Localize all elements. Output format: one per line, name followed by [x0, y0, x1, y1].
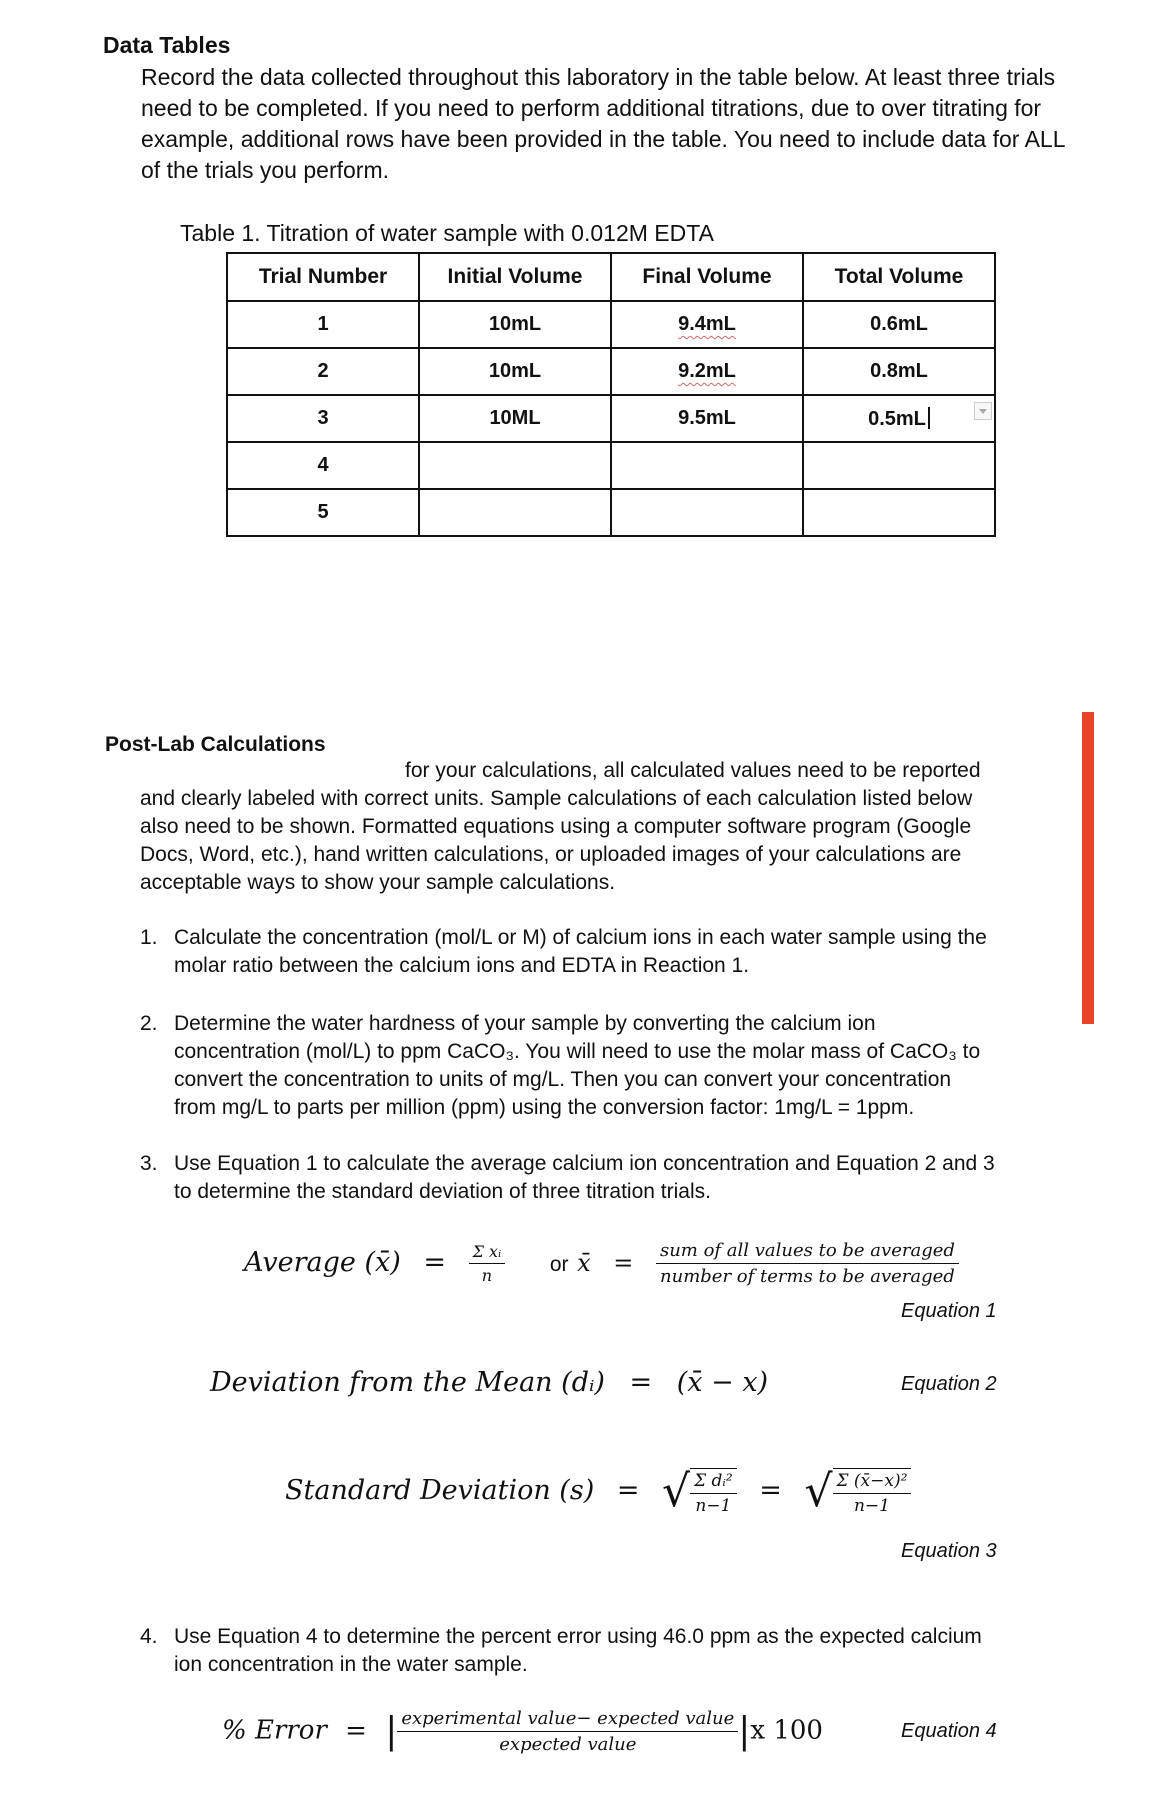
eq4-denominator: expected value — [499, 1734, 637, 1755]
eq1-lhs: Average (x̄) — [244, 1247, 401, 1278]
equation-3: Standard Deviation (s) = √ $\frac{\text{Σ dᵢ²}}{n-1}$ = √ $\frac{\text{Σ (x̄−x)²}}{n-1}$ — [285, 1466, 911, 1517]
data-tables-heading: Data Tables — [103, 32, 231, 58]
question-line: Use Equation 4 to determine the percent error using 46.0 ppm as the expected calcium — [174, 1625, 982, 1648]
intro-line: Docs, Word, etc.), hand written calculations, or uploaded images of your calculations are — [140, 843, 962, 866]
equation-1: Average (x̄) = $\frac{\text{Σ xᵢ}}{n}$ or x̄ = $\frac{\text{sum of all values to be averaged}}{\text{number of terms to be averaged}}$ — [244, 1240, 959, 1287]
column-header: Trial Number — [227, 253, 419, 301]
intro-line: Record the data collected throughout this laboratory in the table below. At least three trials — [141, 64, 1056, 90]
eq1-xbar: x̄ — [577, 1249, 591, 1277]
eq1-denominator: n — [481, 1266, 493, 1285]
table-caption: Table 1. Titration of water sample with 0.012M EDTA — [180, 220, 714, 246]
eq4-fraction — [397, 1708, 738, 1755]
intro-line: acceptable ways to show your sample calculations. — [140, 871, 616, 894]
abs-bar-left: | — [385, 1711, 398, 1752]
table-row — [227, 395, 995, 442]
post-lab-intro — [140, 785, 1080, 897]
equation-2-label: Equation 2 — [901, 1373, 997, 1395]
eq1-numerator: Σ xᵢ — [469, 1242, 506, 1264]
eq1-fraction — [469, 1242, 506, 1285]
post-lab-heading: Post-Lab Calculations — [105, 733, 326, 756]
eq4-tail: x 100 — [750, 1715, 823, 1746]
question-number: 4. — [140, 1625, 158, 1648]
question-number: 1. — [140, 926, 158, 949]
question-line: Determine the water hardness of your sample by converting the calcium ion — [174, 1012, 876, 1035]
table-row — [227, 301, 995, 348]
intro-line: also need to be shown. Formatted equations using a computer software program (Google — [140, 815, 972, 838]
column-header: Final Volume — [611, 253, 803, 301]
eq3-denominator-2: n−1 — [853, 1495, 890, 1516]
eq3-fraction-2 — [833, 1468, 912, 1516]
eq2-lhs: Deviation from the Mean (dᵢ) — [210, 1367, 605, 1398]
table-row — [227, 489, 995, 536]
question-line: ion concentration in the water sample. — [174, 1653, 528, 1676]
question-line: concentration (mol/L) to ppm CaCO₃. You will need to use the molar mass of CaCO₃ to — [174, 1040, 981, 1063]
table-cell[interactable]: 10mL — [419, 301, 611, 348]
table-cell[interactable] — [611, 301, 803, 348]
question-2 — [140, 1010, 1080, 1122]
eq3-fraction-1 — [690, 1468, 737, 1516]
table-cell[interactable]: 0.8mL — [803, 348, 995, 395]
table-cell[interactable] — [803, 442, 995, 489]
data-tables-intro — [141, 62, 1101, 186]
eq3-numerator-2: Σ (x̄−x)² — [833, 1471, 912, 1494]
table-cell[interactable] — [419, 489, 611, 536]
equation-4-label: Equation 4 — [901, 1720, 997, 1742]
question-line: from mg/L to parts per million (ppm) using the conversion factor: 1mg/L = 1ppm. — [174, 1096, 915, 1119]
table-row — [227, 442, 995, 489]
cell-dropdown-icon[interactable] — [974, 402, 992, 420]
question-line: Calculate the concentration (mol/L or M) of calcium ions in each water sample using the — [174, 926, 987, 949]
intro-line: and clearly labeled with correct units. Sample calculations of each calculation listed below — [140, 787, 973, 810]
margin-marker — [1082, 712, 1094, 1024]
eq3-denominator-1: n−1 — [695, 1495, 732, 1516]
question-4 — [140, 1623, 1080, 1679]
column-header: Initial Volume — [419, 253, 611, 301]
question-1 — [140, 924, 1080, 980]
table-cell[interactable]: 10ML — [419, 395, 611, 442]
table-cell[interactable]: 1 — [227, 301, 419, 348]
question-number: 3. — [140, 1152, 158, 1175]
table-cell[interactable]: 3 — [227, 395, 419, 442]
eq1-or: or — [549, 1253, 569, 1276]
table-cell[interactable] — [611, 348, 803, 395]
abs-bar-right: | — [738, 1711, 751, 1752]
post-lab-intro-first: for your calculations, all calculated values need to be reported — [405, 759, 981, 782]
table-cell[interactable]: 10mL — [419, 348, 611, 395]
cell-text: 0.5mL — [868, 407, 926, 430]
column-header: Total Volume — [803, 253, 995, 301]
equation-2: Deviation from the Mean (dᵢ) = (x̄ − x) — [210, 1367, 769, 1398]
titration-table — [226, 252, 996, 537]
intro-line: example, additional rows have been provided in the table. You need to include data for ALL — [141, 126, 1066, 152]
sqrt-icon: √ — [662, 1466, 691, 1517]
question-number: 2. — [140, 1012, 158, 1035]
equation-4: % Error = | $\frac{\text{experimental value− expected value}}{\text{expected value}}$ |x 100 — [222, 1708, 823, 1755]
eq3-numerator-1: Σ dᵢ² — [690, 1471, 737, 1494]
table-cell[interactable] — [611, 442, 803, 489]
table-cell[interactable]: 4 — [227, 442, 419, 489]
question-3 — [140, 1150, 1080, 1206]
eq4-numerator: experimental value− expected value — [397, 1708, 738, 1732]
intro-line: of the trials you perform. — [141, 157, 389, 183]
question-line: molar ratio between the calcium ions and EDTA in Reaction 1. — [174, 954, 750, 977]
table-cell[interactable]: 2 — [227, 348, 419, 395]
equation-3-label: Equation 3 — [901, 1540, 997, 1562]
question-line: Use Equation 1 to calculate the average calcium ion concentration and Equation 2 and 3 — [174, 1152, 995, 1175]
question-line: convert the concentration to units of mg/L. Then you can convert your concentration — [174, 1068, 952, 1091]
cell-text: 9.2mL — [678, 360, 736, 382]
table-cell[interactable]: 5 — [227, 489, 419, 536]
table-cell[interactable]: 9.5mL — [611, 395, 803, 442]
cell-text: 9.4mL — [678, 313, 736, 335]
eq1-text-fraction — [656, 1240, 959, 1287]
text-cursor — [928, 407, 930, 429]
table-header-row — [227, 253, 995, 301]
table-cell[interactable] — [803, 489, 995, 536]
table-row — [227, 348, 995, 395]
table-cell[interactable] — [419, 442, 611, 489]
eq1-text-numerator: sum of all values to be averaged — [656, 1240, 959, 1264]
table-cell-active[interactable] — [803, 395, 995, 442]
eq4-lhs: % Error — [222, 1715, 327, 1746]
eq3-lhs: Standard Deviation (s) — [285, 1475, 595, 1506]
table-cell[interactable]: 0.6mL — [803, 301, 995, 348]
question-line: to determine the standard deviation of three titration trials. — [174, 1180, 711, 1203]
eq2-rhs: (x̄ − x) — [676, 1367, 769, 1398]
table-cell[interactable] — [611, 489, 803, 536]
sqrt-icon: √ — [804, 1466, 833, 1517]
intro-line: need to be completed. If you need to perform additional titrations, due to over titrating for — [141, 95, 1042, 121]
equation-1-label: Equation 1 — [901, 1300, 997, 1322]
eq1-text-denominator: number of terms to be averaged — [660, 1266, 955, 1287]
